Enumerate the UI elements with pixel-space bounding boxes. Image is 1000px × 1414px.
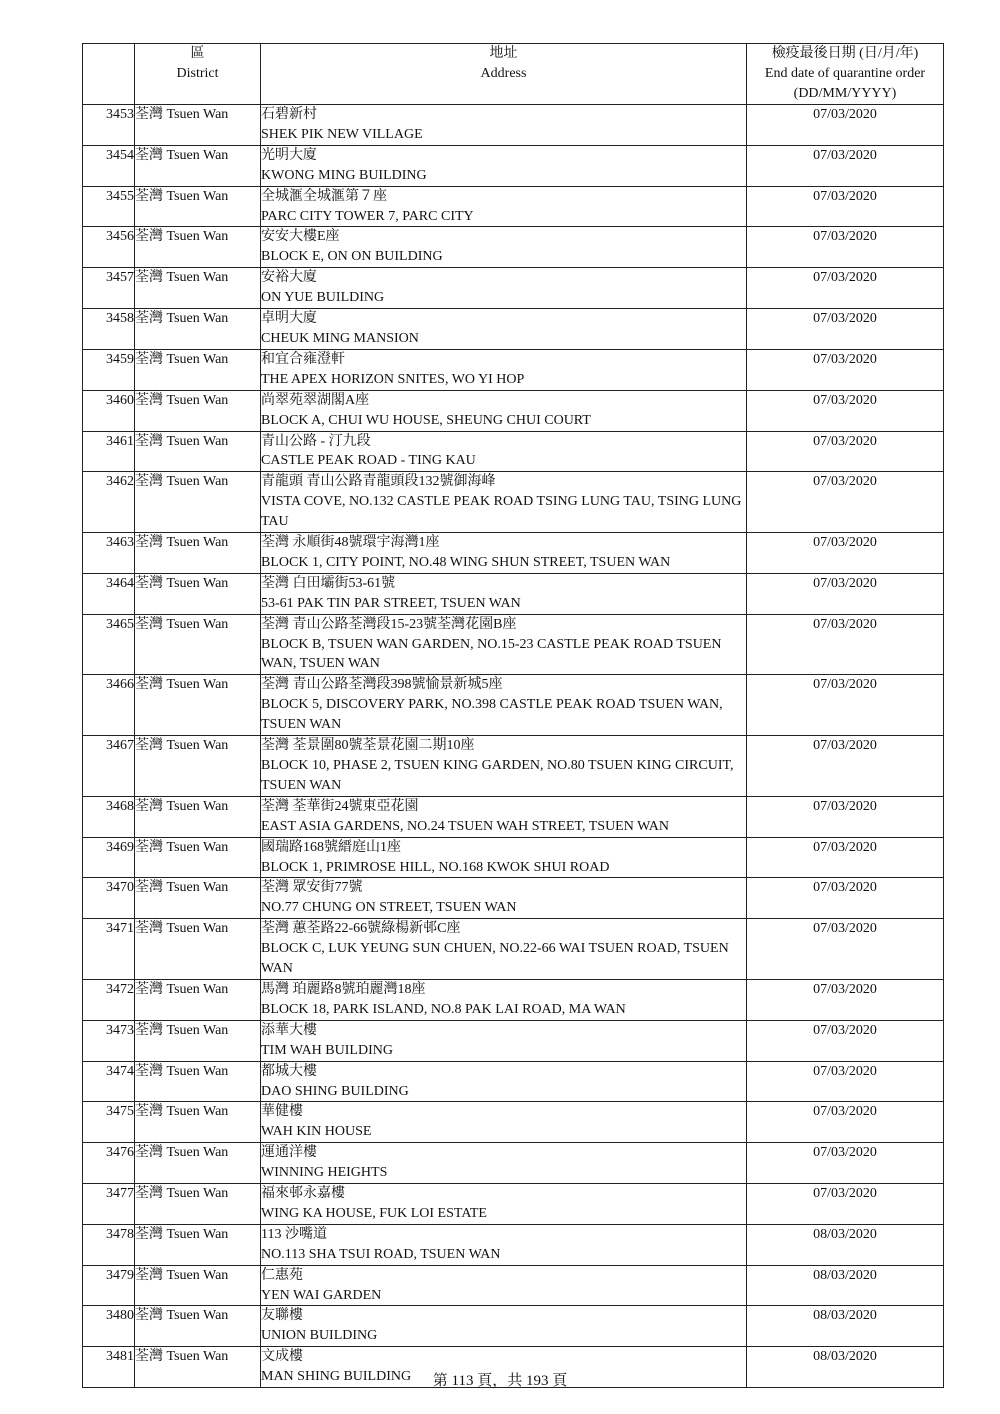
- row-address: [261, 472, 747, 533]
- row-quarantine-end-date: 07/03/2020: [747, 573, 944, 614]
- row-address: [261, 431, 747, 472]
- row-number: 3461: [83, 431, 135, 472]
- header-date-zh: 檢疫最後日期 (日/月/年): [771, 46, 919, 61]
- address-english: ON YUE BUILDING: [261, 290, 385, 306]
- row-quarantine-end-date: 08/03/2020: [747, 1265, 944, 1306]
- table-row: [83, 533, 944, 574]
- table-row: [83, 878, 944, 919]
- row-quarantine-end-date: 07/03/2020: [747, 1102, 944, 1143]
- address-english: VISTA COVE, NO.132 CASTLE PEAK ROAD TSING LUNG TAU, TSING LUNG TAU: [261, 494, 742, 530]
- row-district: 荃灣 Tsuen Wan: [135, 227, 261, 268]
- row-quarantine-end-date: 08/03/2020: [747, 1224, 944, 1265]
- header-date: [747, 44, 944, 105]
- address-chinese: 安安大樓E座: [261, 229, 340, 245]
- row-address: [261, 979, 747, 1020]
- address-chinese: 光明大廈: [261, 147, 317, 163]
- row-address: [261, 1224, 747, 1265]
- table-row: [83, 1102, 944, 1143]
- address-english: KWONG MING BUILDING: [261, 167, 427, 183]
- address-english: 53-61 PAK TIN PAR STREET, TSUEN WAN: [261, 595, 521, 611]
- table-row: [83, 837, 944, 878]
- row-address: [261, 145, 747, 186]
- header-district-en: District: [176, 66, 219, 81]
- table-row: [83, 1265, 944, 1306]
- address-english: NO.113 SHA TSUI ROAD, TSUEN WAN: [261, 1246, 501, 1262]
- row-number: 3457: [83, 268, 135, 309]
- row-quarantine-end-date: 07/03/2020: [747, 390, 944, 431]
- address-chinese: 荃灣 荃華街24號東亞花園: [261, 798, 419, 814]
- address-chinese: 馬灣 珀麗路8號珀麗灣18座: [261, 981, 426, 997]
- row-district: 荃灣 Tsuen Wan: [135, 919, 261, 980]
- row-quarantine-end-date: 07/03/2020: [747, 979, 944, 1020]
- address-chinese: 荃灣 青山公路荃灣段15-23號荃灣花園B座: [261, 616, 517, 632]
- row-quarantine-end-date: 08/03/2020: [747, 1347, 944, 1388]
- row-number: 3470: [83, 878, 135, 919]
- row-quarantine-end-date: 07/03/2020: [747, 796, 944, 837]
- header-address: [261, 44, 747, 105]
- row-address: [261, 186, 747, 227]
- address-english: BLOCK 10, PHASE 2, TSUEN KING GARDEN, NO.80 TSUEN KING CIRCUIT, TSUEN WAN: [261, 758, 734, 793]
- address-chinese: 福來邨永嘉樓: [261, 1186, 345, 1202]
- row-number: 3471: [83, 919, 135, 980]
- row-address: [261, 1265, 747, 1306]
- row-district: 荃灣 Tsuen Wan: [135, 145, 261, 186]
- row-address: [261, 675, 747, 736]
- table-row: [83, 1224, 944, 1265]
- table-row: [83, 309, 944, 350]
- table-row: [83, 1020, 944, 1061]
- table-row: [83, 227, 944, 268]
- row-quarantine-end-date: 07/03/2020: [747, 145, 944, 186]
- address-english: BLOCK C, LUK YEUNG SUN CHUEN, NO.22-66 WAI TSUEN ROAD, TSUEN WAN: [261, 941, 729, 977]
- row-quarantine-end-date: 07/03/2020: [747, 227, 944, 268]
- row-district: 荃灣 Tsuen Wan: [135, 268, 261, 309]
- address-english: SHEK PIK NEW VILLAGE: [261, 126, 423, 142]
- row-number: 3453: [83, 105, 135, 146]
- address-chinese: 運通洋樓: [261, 1145, 317, 1161]
- row-number: 3469: [83, 837, 135, 878]
- row-quarantine-end-date: 07/03/2020: [747, 837, 944, 878]
- row-district: 荃灣 Tsuen Wan: [135, 105, 261, 146]
- table-row: [83, 186, 944, 227]
- row-quarantine-end-date: 07/03/2020: [747, 533, 944, 574]
- row-district: 荃灣 Tsuen Wan: [135, 309, 261, 350]
- address-chinese: 青龍頭 青山公路青龍頭段132號御海峰: [261, 474, 496, 490]
- row-address: [261, 796, 747, 837]
- row-district: 荃灣 Tsuen Wan: [135, 1347, 261, 1388]
- row-quarantine-end-date: 07/03/2020: [747, 1061, 944, 1102]
- header-address-en: Address: [480, 66, 527, 81]
- row-quarantine-end-date: 07/03/2020: [747, 105, 944, 146]
- row-district: 荃灣 Tsuen Wan: [135, 1265, 261, 1306]
- row-number: 3474: [83, 1061, 135, 1102]
- row-quarantine-end-date: 07/03/2020: [747, 186, 944, 227]
- header-date-en: End date of quarantine order: [764, 66, 926, 81]
- row-district: 荃灣 Tsuen Wan: [135, 796, 261, 837]
- row-quarantine-end-date: 07/03/2020: [747, 1020, 944, 1061]
- row-address: [261, 227, 747, 268]
- address-chinese: 荃灣 蕙荃路22-66號綠楊新邨C座: [261, 921, 461, 937]
- address-chinese: 華健樓: [261, 1104, 303, 1120]
- row-district: 荃灣 Tsuen Wan: [135, 675, 261, 736]
- address-chinese: 全城滙全城滙第７座: [261, 188, 387, 204]
- address-english: BLOCK E, ON ON BUILDING: [261, 249, 443, 265]
- address-english: DAO SHING BUILDING: [261, 1083, 409, 1099]
- row-district: 荃灣 Tsuen Wan: [135, 1184, 261, 1225]
- table-row: [83, 675, 944, 736]
- row-address: [261, 1143, 747, 1184]
- address-chinese: 卓明大廈: [261, 311, 317, 327]
- row-number: 3459: [83, 349, 135, 390]
- address-chinese: 荃灣 青山公路荃灣段398號愉景新城5座: [261, 677, 503, 693]
- address-english: BLOCK 1, PRIMROSE HILL, NO.168 KWOK SHUI ROAD: [261, 859, 610, 875]
- row-district: 荃灣 Tsuen Wan: [135, 573, 261, 614]
- table-row: [83, 1306, 944, 1347]
- table-body: [83, 105, 944, 1388]
- row-address: [261, 533, 747, 574]
- table-row: [83, 736, 944, 797]
- address-chinese: 荃灣 白田壩街53-61號: [261, 575, 396, 591]
- table-row: [83, 105, 944, 146]
- row-quarantine-end-date: 07/03/2020: [747, 1143, 944, 1184]
- address-english: BLOCK B, TSUEN WAN GARDEN, NO.15-23 CASTLE PEAK ROAD TSUEN WAN, TSUEN WAN: [261, 636, 722, 672]
- address-english: BLOCK A, CHUI WU HOUSE, SHEUNG CHUI COURT: [261, 412, 591, 428]
- row-number: 3481: [83, 1347, 135, 1388]
- header-date-format: (DD/MM/YYYY): [793, 86, 897, 101]
- address-chinese: 113 沙嘴道: [261, 1226, 327, 1242]
- row-address: [261, 1020, 747, 1061]
- row-address: [261, 919, 747, 980]
- row-district: 荃灣 Tsuen Wan: [135, 472, 261, 533]
- row-district: 荃灣 Tsuen Wan: [135, 1306, 261, 1347]
- row-number: 3468: [83, 796, 135, 837]
- row-address: [261, 878, 747, 919]
- row-address: [261, 268, 747, 309]
- address-english: EAST ASIA GARDENS, NO.24 TSUEN WAH STREET, TSUEN WAN: [261, 818, 669, 834]
- table-row: [83, 145, 944, 186]
- row-address: [261, 1061, 747, 1102]
- address-chinese: 仁惠苑: [261, 1267, 303, 1283]
- address-chinese: 荃灣 荃景圍80號荃景花園二期10座: [261, 738, 475, 754]
- row-quarantine-end-date: 07/03/2020: [747, 268, 944, 309]
- row-number: 3476: [83, 1143, 135, 1184]
- row-quarantine-end-date: 07/03/2020: [747, 309, 944, 350]
- address-english: UNION BUILDING: [261, 1328, 378, 1344]
- row-address: [261, 309, 747, 350]
- row-number: 3473: [83, 1020, 135, 1061]
- address-chinese: 都城大樓: [261, 1063, 317, 1079]
- row-number: 3455: [83, 186, 135, 227]
- table-row: [83, 1143, 944, 1184]
- row-district: 荃灣 Tsuen Wan: [135, 431, 261, 472]
- row-quarantine-end-date: 07/03/2020: [747, 431, 944, 472]
- address-chinese: 石碧新村: [261, 107, 317, 122]
- address-chinese: 安裕大廈: [261, 270, 317, 286]
- address-chinese: 國瑞路168號縉庭山1座: [261, 839, 401, 855]
- row-address: [261, 1184, 747, 1225]
- table-row: [83, 1061, 944, 1102]
- row-address: [261, 1102, 747, 1143]
- row-number: 3475: [83, 1102, 135, 1143]
- table-row: [83, 390, 944, 431]
- table-row: [83, 796, 944, 837]
- table-row: [83, 919, 944, 980]
- row-number: 3478: [83, 1224, 135, 1265]
- row-district: 荃灣 Tsuen Wan: [135, 1143, 261, 1184]
- address-english: WAH KIN HOUSE: [261, 1124, 372, 1140]
- table-row: [83, 472, 944, 533]
- table-row: [83, 1184, 944, 1225]
- row-district: 荃灣 Tsuen Wan: [135, 979, 261, 1020]
- row-district: 荃灣 Tsuen Wan: [135, 533, 261, 574]
- address-english: CASTLE PEAK ROAD - TING KAU: [261, 453, 476, 469]
- address-english: BLOCK 1, CITY POINT, NO.48 WING SHUN STREET, TSUEN WAN: [261, 554, 671, 570]
- address-english: CHEUK MING MANSION: [261, 330, 419, 346]
- row-district: 荃灣 Tsuen Wan: [135, 1020, 261, 1061]
- table-row: [83, 979, 944, 1020]
- row-address: [261, 1306, 747, 1347]
- row-number: 3454: [83, 145, 135, 186]
- address-english: WINNING HEIGHTS: [261, 1165, 388, 1181]
- address-chinese: 文成樓: [261, 1349, 303, 1365]
- row-district: 荃灣 Tsuen Wan: [135, 837, 261, 878]
- row-quarantine-end-date: 07/03/2020: [747, 614, 944, 675]
- row-address: [261, 736, 747, 797]
- row-number: 3480: [83, 1306, 135, 1347]
- row-number: 3477: [83, 1184, 135, 1225]
- address-english: PARC CITY TOWER 7, PARC CITY: [261, 208, 474, 224]
- row-district: 荃灣 Tsuen Wan: [135, 349, 261, 390]
- row-district: 荃灣 Tsuen Wan: [135, 186, 261, 227]
- header-number: [83, 44, 135, 105]
- row-address: [261, 573, 747, 614]
- page-footer: 第 113 頁，共 193 頁: [432, 1373, 568, 1389]
- quarantine-address-table: [82, 43, 944, 1388]
- row-number: 3465: [83, 614, 135, 675]
- header-district: [135, 44, 261, 105]
- row-number: 3472: [83, 979, 135, 1020]
- address-english: BLOCK 18, PARK ISLAND, NO.8 PAK LAI ROAD, MA WAN: [261, 1001, 626, 1017]
- row-address: [261, 105, 747, 146]
- address-chinese: 青山公路 - 汀九段: [261, 433, 371, 449]
- row-quarantine-end-date: 07/03/2020: [747, 919, 944, 980]
- row-district: 荃灣 Tsuen Wan: [135, 614, 261, 675]
- table-row: [83, 614, 944, 675]
- table-row: [83, 268, 944, 309]
- table-header-row: [83, 44, 944, 105]
- address-chinese: 荃灣 眾安街77號: [261, 880, 363, 896]
- row-district: 荃灣 Tsuen Wan: [135, 736, 261, 797]
- header-district-zh: 區: [190, 46, 205, 61]
- row-quarantine-end-date: 07/03/2020: [747, 878, 944, 919]
- row-number: 3463: [83, 533, 135, 574]
- address-english: YEN WAI GARDEN: [261, 1287, 382, 1303]
- address-english: BLOCK 5, DISCOVERY PARK, NO.398 CASTLE PEAK ROAD TSUEN WAN, TSUEN WAN: [261, 697, 723, 733]
- table-row: [83, 349, 944, 390]
- address-chinese: 和宜合雍澄軒: [261, 351, 345, 367]
- row-number: 3462: [83, 472, 135, 533]
- address-chinese: 友聯樓: [261, 1308, 303, 1324]
- row-district: 荃灣 Tsuen Wan: [135, 1224, 261, 1265]
- table-row: [83, 573, 944, 614]
- address-chinese: 添華大樓: [261, 1022, 317, 1038]
- header-address-zh: 地址: [489, 46, 518, 61]
- address-chinese: 尚翠苑翠湖閣A座: [261, 392, 370, 408]
- row-district: 荃灣 Tsuen Wan: [135, 390, 261, 431]
- row-number: 3460: [83, 390, 135, 431]
- row-district: 荃灣 Tsuen Wan: [135, 1061, 261, 1102]
- address-english: WING KA HOUSE, FUK LOI ESTATE: [261, 1205, 487, 1221]
- row-address: [261, 390, 747, 431]
- row-quarantine-end-date: 07/03/2020: [747, 472, 944, 533]
- address-english: MAN SHING BUILDING: [261, 1369, 412, 1385]
- row-address: [261, 614, 747, 675]
- table-row: [83, 431, 944, 472]
- row-quarantine-end-date: 07/03/2020: [747, 736, 944, 797]
- row-quarantine-end-date: 08/03/2020: [747, 1306, 944, 1347]
- row-number: 3467: [83, 736, 135, 797]
- row-number: 3466: [83, 675, 135, 736]
- row-district: 荃灣 Tsuen Wan: [135, 878, 261, 919]
- row-quarantine-end-date: 07/03/2020: [747, 1184, 944, 1225]
- address-english: TIM WAH BUILDING: [261, 1042, 393, 1058]
- address-english: THE APEX HORIZON SNITES, WO YI HOP: [261, 371, 525, 387]
- address-english: NO.77 CHUNG ON STREET, TSUEN WAN: [261, 900, 517, 916]
- row-number: 3464: [83, 573, 135, 614]
- row-address: [261, 837, 747, 878]
- address-chinese: 荃灣 永順街48號環宇海灣1座: [261, 535, 440, 551]
- row-number: 3456: [83, 227, 135, 268]
- row-address: [261, 349, 747, 390]
- row-number: 3458: [83, 309, 135, 350]
- row-quarantine-end-date: 07/03/2020: [747, 349, 944, 390]
- row-district: 荃灣 Tsuen Wan: [135, 1102, 261, 1143]
- row-number: 3479: [83, 1265, 135, 1306]
- row-quarantine-end-date: 07/03/2020: [747, 675, 944, 736]
